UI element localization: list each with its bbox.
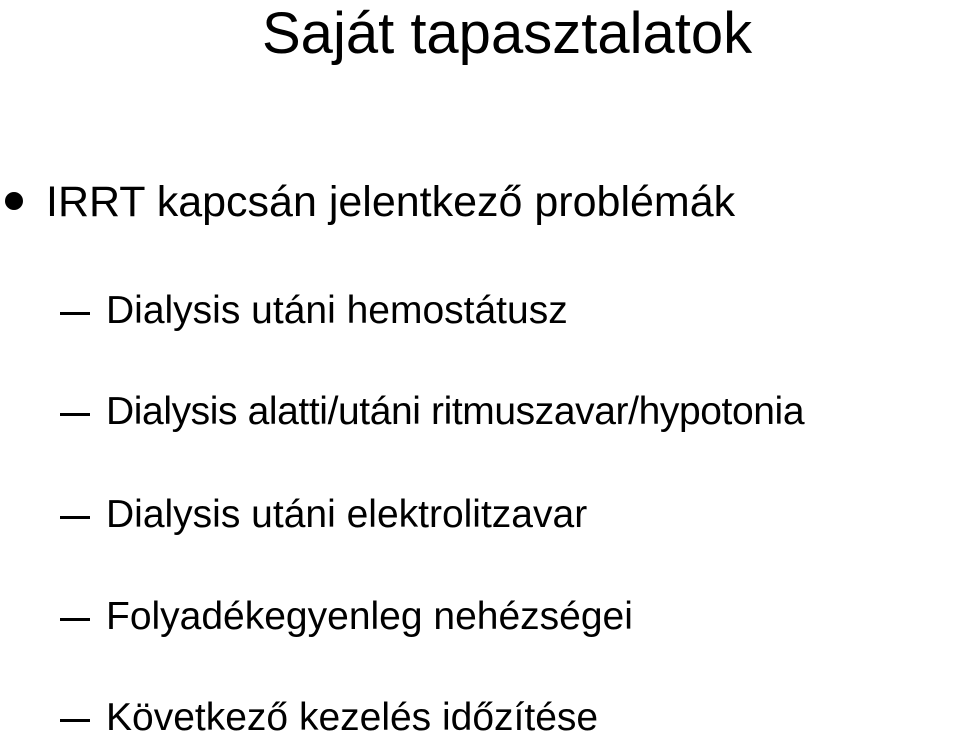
sub-item-text: Következő kezelés időzítése [106, 696, 599, 734]
sub-item-text: Folyadékegyenleg nehézségei [106, 595, 633, 638]
dash-icon [60, 413, 90, 416]
slide-title: Saját tapasztalatok [262, 1, 753, 66]
sub-item-arrhythmia [0, 384, 960, 440]
bullet-text: IRRT kapcsán jelentkező problémák [46, 178, 736, 226]
sub-item-fluid-balance [0, 589, 960, 645]
sub-item-text: Dialysis utáni elektrolitzavar [106, 493, 588, 536]
sub-item-hemostatus [0, 283, 960, 339]
sub-item-electrolyte [0, 487, 960, 543]
dash-icon [60, 516, 90, 519]
sub-item-text: Dialysis alatti/utáni ritmuszavar/hypotonia [106, 390, 805, 433]
bullet-item [0, 172, 960, 232]
bullet-dot-icon [5, 192, 23, 210]
sub-item-text: Dialysis utáni hemostátusz [106, 289, 568, 332]
dash-icon [60, 312, 90, 315]
dash-icon [60, 618, 90, 621]
dash-icon [60, 719, 90, 722]
sub-item-next-treatment [0, 690, 960, 734]
